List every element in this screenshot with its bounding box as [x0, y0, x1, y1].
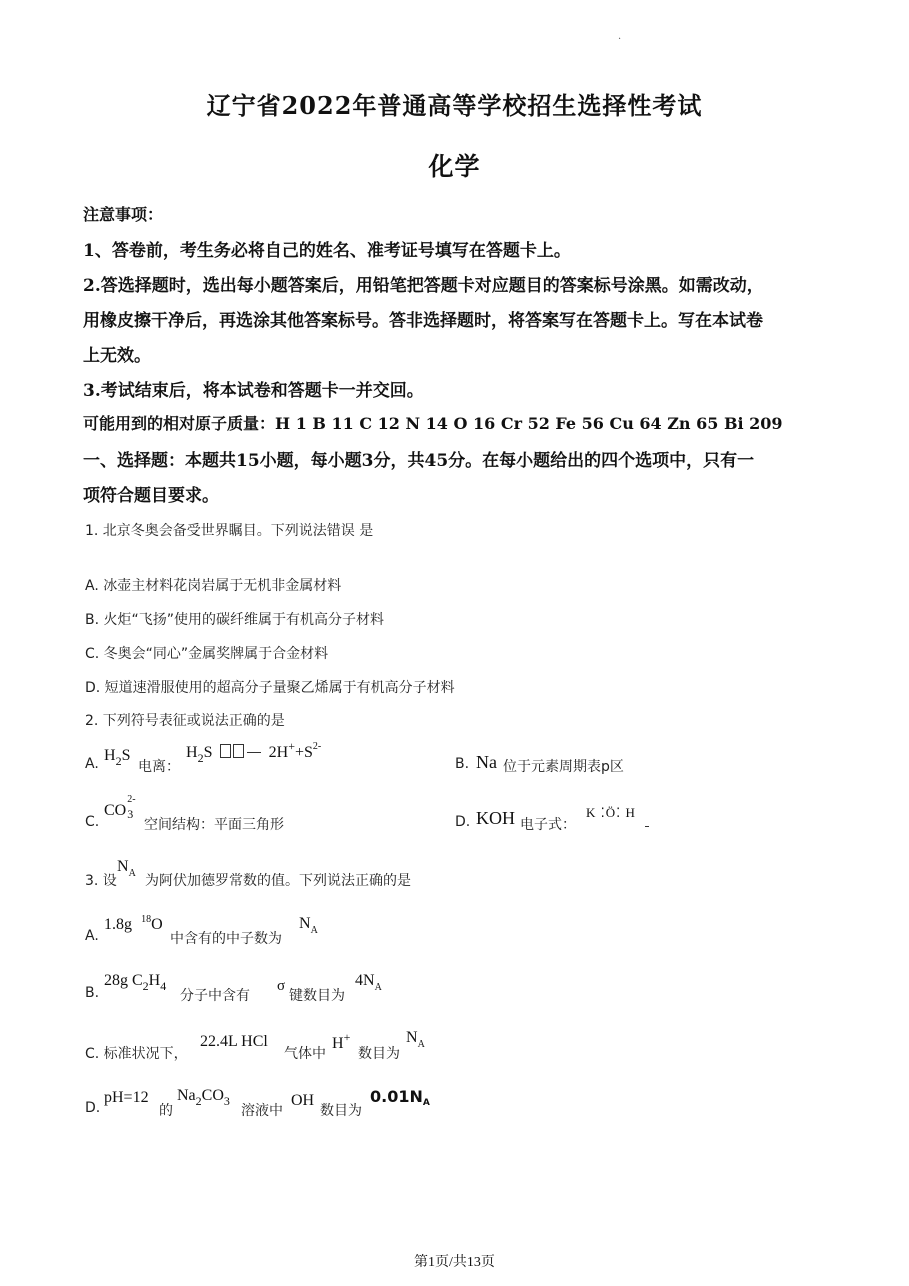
notice-item-2-line-1: 2.答选择题时，选出每小题答案后，用铅笔把答题卡对应题目的答案标号涂黑。如需改动，	[83, 276, 764, 296]
q2-option-a-label: A.	[85, 756, 99, 772]
q3-option-c-ion	[332, 1030, 351, 1053]
formula-text: Na	[177, 1087, 196, 1104]
page-number: 第1页/共13页	[414, 1255, 495, 1270]
q3-option-d-ion: OH	[291, 1092, 315, 1109]
notice-item-3: 3.考试结束后，将本试卷和答题卡一并交回。	[83, 381, 424, 401]
q2-option-b-label: B.	[455, 756, 470, 772]
formula-text: N	[406, 1029, 418, 1046]
subscript: 2	[115, 754, 122, 768]
superscript: +	[343, 1030, 351, 1044]
formula-text: 28g C	[104, 972, 143, 989]
q1-option-d: D. 短道速滑服使用的超高分子量聚乙烯属于有机高分子材料	[85, 680, 455, 696]
formula-text: CO	[201, 1087, 224, 1104]
q3-stem-post: 为阿伏加德罗常数的值。下列说法正确的是	[145, 873, 411, 889]
subscript: 2	[195, 1094, 202, 1108]
q3-option-b-value	[355, 970, 382, 993]
missing-glyph-icon	[220, 744, 231, 758]
notice-item-2-line-3: 上无效。	[83, 346, 151, 366]
q3-option-d-ph: pH=12	[104, 1089, 149, 1106]
q3-option-a-text: 中含有的中子数为	[170, 931, 282, 947]
q2-stem: 2. 下列符号表征或说法正确的是	[85, 713, 285, 729]
q3-option-b-label: B.	[85, 985, 100, 1001]
formula-text: CO	[104, 802, 127, 819]
q3-option-c-text-1: 气体中	[284, 1046, 326, 1062]
q3-option-c-label: C. 标准状况下，	[85, 1046, 188, 1062]
exam-title: 辽宁省2022年普通高等学校招生选择性考试	[206, 91, 703, 120]
q3-option-d-value	[370, 1087, 430, 1106]
formula-text: 1.8g	[104, 916, 132, 933]
q2-option-b-text: 位于元素周期表p区	[503, 759, 624, 775]
q3-option-a-formula	[104, 914, 163, 934]
subscript: A	[374, 982, 382, 993]
atomic-masses: 可能用到的相对原子质量：H 1 B 11 C 12 N 14 O 16 Cr 52 Fe 56 Cu 64 Zn 65 Bi 209	[83, 414, 783, 433]
formula-text: H	[104, 747, 116, 764]
q2-option-a-text: 电离：	[138, 759, 180, 775]
q3-option-b-text-2: 键数目为	[289, 988, 345, 1004]
superscript: 2-	[312, 741, 322, 752]
subscript: 3	[127, 807, 134, 821]
electron-dot-formula: K ⁚Ö⁚ H	[586, 805, 636, 820]
q3-option-d-formula	[177, 1085, 230, 1108]
q3-option-a-value	[299, 913, 318, 936]
q2-option-c-formula	[104, 794, 138, 821]
q3-stem-formula	[117, 856, 136, 879]
q1-option-b: B. 火炬“飞扬”使用的碳纤维属于有机高分子材料	[85, 612, 385, 628]
q3-stem-pre: 3. 设	[85, 873, 117, 889]
notice-heading: 注意事项：	[83, 205, 164, 224]
subscript: 4	[160, 979, 167, 993]
q2-option-b-formula: Na	[476, 752, 497, 772]
subscript: 3	[223, 1094, 230, 1108]
formula-text: +S	[295, 744, 313, 761]
subscript: A	[417, 1039, 425, 1050]
formula-text: 2H	[268, 744, 289, 761]
q2-option-d-label: D.	[455, 814, 471, 830]
equilibrium-arrow-icon	[247, 752, 261, 753]
notice-item-2-line-2: 用橡皮擦干净后，再选涂其他答案标号。答非选择题时，将答案写在答题卡上。写在本试卷	[83, 311, 763, 331]
q2-option-c-label: C.	[85, 814, 100, 830]
sub-superscript	[126, 794, 138, 821]
q2-option-c-text: 空间结构：平面三角形	[144, 817, 284, 833]
q3-option-d-text-2: 溶液中	[241, 1103, 283, 1119]
formula-text: 4N	[355, 972, 375, 989]
q3-option-a-label: A.	[85, 928, 99, 944]
q3-option-c-formula: 22.4L HCl	[200, 1033, 268, 1050]
sigma-symbol: σ	[277, 978, 286, 994]
q3-option-d-text-1: 的	[159, 1103, 173, 1119]
q3-option-b-formula	[104, 970, 167, 993]
subscript: 2	[142, 979, 149, 993]
subject-title: 化学	[428, 152, 481, 181]
subscript: 2	[197, 751, 204, 765]
q1-option-c: C. 冬奥会“同心”金属奖牌属于合金材料	[85, 646, 329, 662]
q3-option-d-text-3: 数目为	[320, 1103, 362, 1119]
subscript: A	[310, 925, 318, 936]
section-heading-line-1: 一、选择题：本题共15小题，每小题3分，共45分。在每小题给出的四个选项中，只有一	[83, 451, 755, 471]
formula-text: 0.01N	[370, 1087, 423, 1106]
q3-option-d-label: D.	[85, 1100, 101, 1116]
formula-text: S	[203, 744, 213, 761]
formula-text: O	[151, 916, 163, 933]
q2-option-a-formula	[104, 745, 131, 768]
formula-text: H	[332, 1035, 344, 1052]
q3-option-b-text-1: 分子中含有	[180, 988, 250, 1004]
formula-text: S	[121, 747, 131, 764]
q2-option-d-text: 电子式：	[520, 817, 576, 833]
q2-option-d-formula: KOH	[476, 808, 515, 828]
q3-option-c-text-2: 数目为	[358, 1046, 400, 1062]
formula-text: H	[186, 744, 198, 761]
q1-option-a: A. 冰壶主材料花岗岩属于无机非金属材料	[85, 578, 342, 594]
subscript: A	[128, 868, 136, 879]
superscript: +	[288, 739, 295, 753]
formula-text: N	[117, 858, 129, 875]
q2-option-a-equation	[186, 739, 322, 765]
section-heading-line-2: 项符合题目要求。	[83, 486, 219, 506]
formula-text: N	[299, 915, 311, 932]
superscript: 2-	[127, 794, 136, 805]
superscript: 18	[141, 914, 152, 925]
trailing-mark	[645, 826, 649, 827]
missing-glyph-icon	[233, 744, 244, 758]
subscript: A	[422, 1098, 430, 1108]
q1-stem: 1. 北京冬奥会备受世界瞩目。下列说法错误 是	[85, 523, 374, 539]
notice-item-1: 1、答卷前，考生务必将自己的姓名、准考证号填写在答题卡上。	[83, 241, 571, 261]
q3-option-c-value	[406, 1027, 425, 1050]
corner-dot: ·	[618, 34, 622, 45]
formula-text: H	[148, 972, 161, 989]
